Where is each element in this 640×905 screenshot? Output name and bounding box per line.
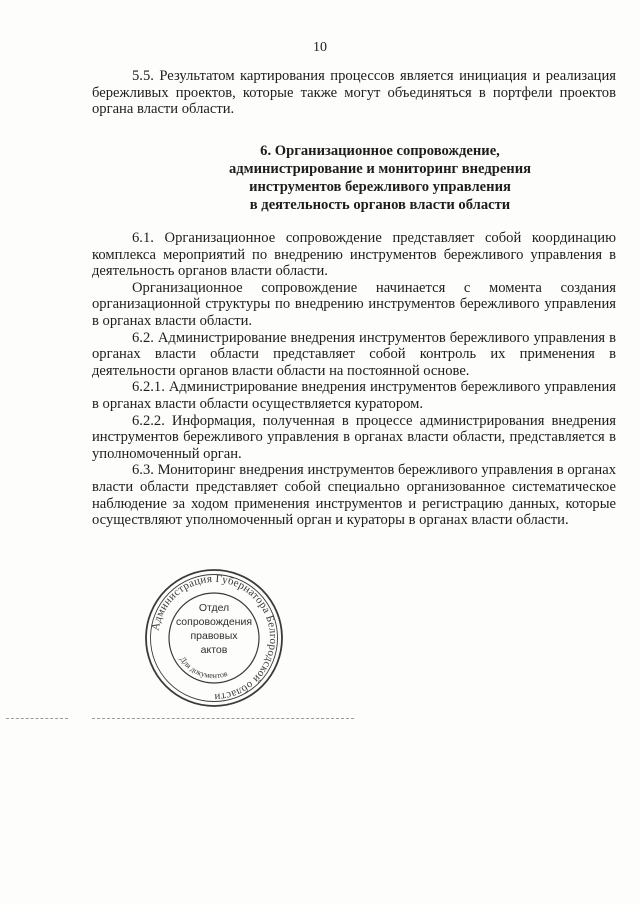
paragraph-6-1: 6.1. Организационное сопровождение представляет собой координацию комплекса мероприятий по внедрению инструментов бережливого управления в деятельность органов власти области. xyxy=(92,230,616,280)
paragraph-6-2-1: 6.2.1. Администрирование внедрения инструментов бережливого управления в органах власти области осуществляется куратором. xyxy=(92,379,616,412)
paragraph-6-2: 6.2. Администрирование внедрения инструментов бережливого управления в органах власти области представляет собой контроль их применения в деятельности органов власти области на постоянной основе. xyxy=(92,329,616,379)
heading-line: администрирование и мониторинг внедрения xyxy=(228,161,532,177)
paragraph-6-3: 6.3. Мониторинг внедрения инструментов бережливого управления в органах власти области представляет собой специально организованное систематическое наблюдение за ходом применения инструментов и регистрацию данных, которые осуществляют уполномоченный орган и кураторы в органах власти области. xyxy=(92,462,616,529)
stamp-center-line: правовых xyxy=(190,630,238,642)
stamp-ring-text: Администрация Губернатора Белгородской области xyxy=(149,572,280,704)
section-heading xyxy=(180,142,580,214)
stamp-center-line: актов xyxy=(200,644,228,656)
paragraph-5-5-block xyxy=(92,68,616,118)
heading-line: в деятельность органов власти области xyxy=(249,197,511,213)
svg-text:Для документов xyxy=(178,655,229,680)
heading-line: инструментов бережливого управления xyxy=(249,179,511,195)
stamp-seal-icon xyxy=(143,567,285,709)
official-stamp xyxy=(143,567,285,709)
page-number: 10 xyxy=(313,40,327,55)
paragraph-6-1-cont: Организационное сопровождение начинается с момента создания организационной структуры по внедрению инструментов бережливого управления в органах власти области. xyxy=(92,279,616,329)
stamp-center-line: сопровождения xyxy=(175,616,253,628)
paragraph-5-5: 5.5. Результатом картирования процессов является инициация и реализация бережливых проектов, которые также могут объединяться в портфели проектов органа власти области. xyxy=(92,68,616,118)
paragraph-6-2-2: 6.2.2. Информация, полученная в процессе администрирования внедрения инструментов бережливого управления в органах власти области, представляется в уполномоченный орган. xyxy=(92,412,616,462)
stamp-inner-arc: Для документов xyxy=(178,654,229,681)
heading-line: 6. Организационное сопровождение, xyxy=(260,143,500,159)
stamp-center-line: Отдел xyxy=(198,602,230,614)
section-6-body xyxy=(92,230,616,529)
scan-artifact-line xyxy=(92,718,354,719)
scan-artifact-line xyxy=(6,718,68,719)
